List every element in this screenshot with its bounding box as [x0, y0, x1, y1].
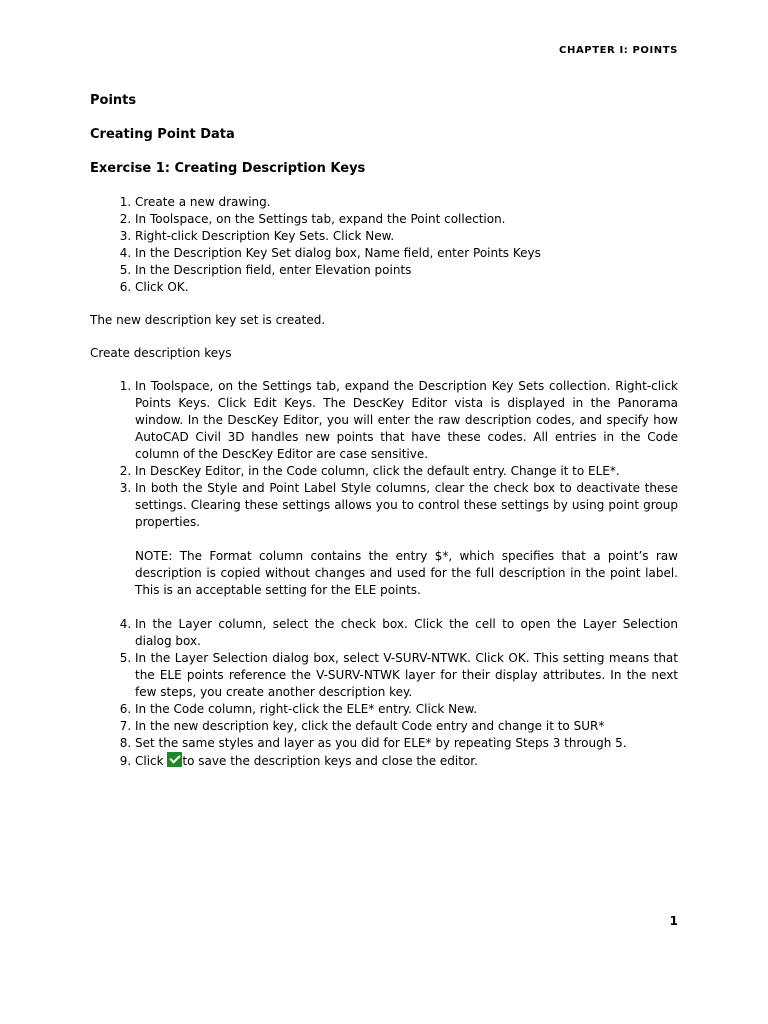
heading-exercise-1: Exercise 1: Creating Description Keys	[90, 161, 366, 176]
list-item: 7. In the new description key, click the default Code entry and change it to SUR*	[135, 718, 678, 735]
list-item: 8. Set the same styles and layer as you did for ELE* by repeating Steps 3 through 5.	[135, 735, 678, 752]
page-content	[90, 92, 678, 786]
list-item: 4. In the Description Key Set dialog box, Name field, enter Points Keys	[135, 245, 678, 262]
list-item: 2. In DescKey Editor, in the Code column, click the default entry. Change it to ELE*.	[135, 463, 678, 480]
list-item: 1. In Toolspace, on the Settings tab, expand the Description Key Sets collection. Right-click Points Keys. Click Edit Keys. The DescKey Editor vista is displayed in the Panorama window. In the DescKey Editor, you will enter the raw description codes, and specify how AutoCAD Civil 3D handles new points that have these codes. All entries in the Code column of the DescKey Editor are case sensitive.	[135, 378, 678, 463]
chapter-header: CHAPTER I: POINTS	[559, 45, 678, 56]
steps-list-1	[90, 194, 678, 296]
paragraph-create-keys: Create description keys	[90, 346, 232, 360]
paragraph-set-created: The new description key set is created.	[90, 313, 326, 327]
page-number: 1	[669, 914, 678, 928]
steps-list-2	[90, 378, 678, 770]
step9-after: to save the description keys and close the editor.	[182, 754, 478, 768]
list-item: 5. In the Description field, enter Elevation points	[135, 262, 678, 279]
list-item-text: In both the Style and Point Label Style columns, clear the check box to deactivate these settings. Clearing these settings allows you to control these settings by using point group properties.	[135, 481, 678, 529]
list-item: 3. Right-click Description Key Sets. Click New.	[135, 228, 678, 245]
checkmark-icon	[167, 752, 182, 767]
heading-points: Points	[90, 93, 137, 108]
step9-before: Click	[135, 754, 168, 768]
list-item: 4. In the Layer column, select the check box. Click the cell to open the Layer Selection dialog box.	[135, 616, 678, 650]
list-item: 5. In the Layer Selection dialog box, select V-SURV-NTWK. Click OK. This setting means that the ELE points reference the V-SURV-NTWK layer for their display attributes. In the next few steps, you create another description key.	[135, 650, 678, 701]
list-item: 1. Create a new drawing.	[135, 194, 678, 211]
note-format-column: NOTE: The Format column contains the entry $*, which specifies that a point’s raw description is copied without changes and used for the full description in the point label. This is an acceptable setting for the ELE points.	[135, 549, 678, 597]
list-item: 6. Click OK.	[135, 279, 678, 296]
list-item: 2. In Toolspace, on the Settings tab, expand the Point collection.	[135, 211, 678, 228]
list-item: 6. In the Code column, right-click the ELE* entry. Click New.	[135, 701, 678, 718]
heading-creating-point-data: Creating Point Data	[90, 127, 235, 142]
list-item	[135, 480, 678, 599]
list-item	[135, 752, 678, 770]
